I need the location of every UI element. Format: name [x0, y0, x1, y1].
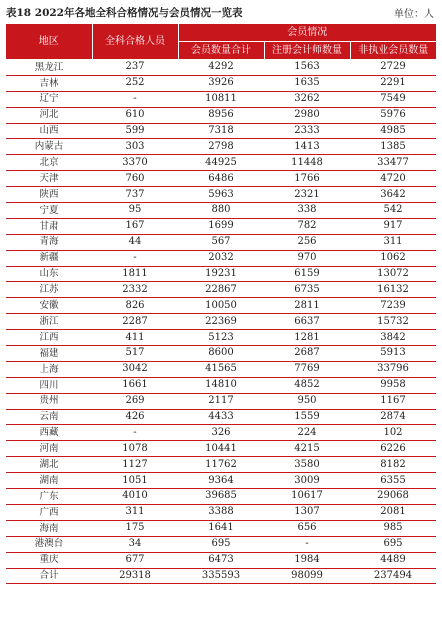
table-row [6, 520, 436, 536]
qualified-cell: 426 [92, 409, 178, 425]
total-row [6, 568, 436, 584]
qualified-cell: 252 [92, 75, 178, 91]
region-cell: 港澳台 [6, 536, 92, 552]
table-body [6, 60, 436, 584]
member-total-cell: 1641 [178, 520, 264, 536]
non-practicing-cell: 16132 [350, 282, 436, 298]
qualified-cell: 1661 [92, 377, 178, 393]
practicing-cell: 2687 [264, 346, 350, 362]
member-table [6, 24, 436, 584]
region-cell: 河北 [6, 107, 92, 123]
region-cell: 新疆 [6, 250, 92, 266]
non-practicing-cell: 4489 [350, 552, 436, 568]
practicing-cell: 656 [264, 520, 350, 536]
member-total-cell: 2117 [178, 393, 264, 409]
member-total-cell: 5963 [178, 187, 264, 203]
region-cell: 合计 [6, 568, 92, 584]
non-practicing-cell: 6226 [350, 441, 436, 457]
region-cell: 青海 [6, 234, 92, 250]
member-total-cell: 695 [178, 536, 264, 552]
member-total-cell: 4292 [178, 60, 264, 76]
region-cell: 海南 [6, 520, 92, 536]
member-total-cell: 22369 [178, 314, 264, 330]
table-title: 表18 2022年各地全科合格情况与会员情况一览表 [6, 7, 243, 19]
header-non-practicing: 非执业会员数量 [350, 42, 436, 60]
region-cell: 陕西 [6, 187, 92, 203]
non-practicing-cell: 1062 [350, 250, 436, 266]
non-practicing-cell: 1385 [350, 139, 436, 155]
region-cell: 吉林 [6, 75, 92, 91]
practicing-cell: - [264, 536, 350, 552]
qualified-cell: 303 [92, 139, 178, 155]
region-cell: 安徽 [6, 298, 92, 314]
region-cell: 山西 [6, 123, 92, 139]
region-cell: 湖北 [6, 457, 92, 473]
qualified-cell: 167 [92, 218, 178, 234]
practicing-cell: 1413 [264, 139, 350, 155]
region-cell: 福建 [6, 346, 92, 362]
region-cell: 天津 [6, 171, 92, 187]
qualified-cell: 1811 [92, 266, 178, 282]
practicing-cell: 224 [264, 425, 350, 441]
non-practicing-cell: 3842 [350, 330, 436, 346]
practicing-cell: 970 [264, 250, 350, 266]
member-total-cell: 335593 [178, 568, 264, 584]
header-member-total: 会员数量合计 [178, 42, 264, 60]
region-cell: 河南 [6, 441, 92, 457]
non-practicing-cell: 695 [350, 536, 436, 552]
qualified-cell: 175 [92, 520, 178, 536]
table-row [6, 504, 436, 520]
region-cell: 湖南 [6, 473, 92, 489]
region-cell: 浙江 [6, 314, 92, 330]
practicing-cell: 2811 [264, 298, 350, 314]
practicing-cell: 98099 [264, 568, 350, 584]
non-practicing-cell: 8182 [350, 457, 436, 473]
qualified-cell: 1051 [92, 473, 178, 489]
table-row [6, 536, 436, 552]
non-practicing-cell: 2081 [350, 504, 436, 520]
member-total-cell: 5123 [178, 330, 264, 346]
practicing-cell: 10617 [264, 489, 350, 505]
qualified-cell: - [92, 250, 178, 266]
non-practicing-cell: 3642 [350, 187, 436, 203]
qualified-cell: 311 [92, 504, 178, 520]
non-practicing-cell: 237494 [350, 568, 436, 584]
non-practicing-cell: 1167 [350, 393, 436, 409]
region-cell: 内蒙古 [6, 139, 92, 155]
table-row [6, 75, 436, 91]
qualified-cell: 737 [92, 187, 178, 203]
practicing-cell: 3009 [264, 473, 350, 489]
table-row [6, 139, 436, 155]
member-total-cell: 39685 [178, 489, 264, 505]
practicing-cell: 1559 [264, 409, 350, 425]
region-cell: 广东 [6, 489, 92, 505]
table-row [6, 298, 436, 314]
table-row [6, 330, 436, 346]
header-member-group: 会员情况 [178, 24, 436, 42]
qualified-cell: - [92, 425, 178, 441]
member-total-cell: 6486 [178, 171, 264, 187]
practicing-cell: 1281 [264, 330, 350, 346]
table-row [6, 203, 436, 219]
table-row [6, 409, 436, 425]
practicing-cell: 782 [264, 218, 350, 234]
non-practicing-cell: 13072 [350, 266, 436, 282]
qualified-cell: 95 [92, 203, 178, 219]
non-practicing-cell: 33796 [350, 361, 436, 377]
qualified-cell: 34 [92, 536, 178, 552]
non-practicing-cell: 5913 [350, 346, 436, 362]
qualified-cell: 826 [92, 298, 178, 314]
non-practicing-cell: 7239 [350, 298, 436, 314]
non-practicing-cell: 917 [350, 218, 436, 234]
practicing-cell: 1635 [264, 75, 350, 91]
qualified-cell: 3370 [92, 155, 178, 171]
region-cell: 山东 [6, 266, 92, 282]
non-practicing-cell: 2291 [350, 75, 436, 91]
member-total-cell: 1699 [178, 218, 264, 234]
non-practicing-cell: 4985 [350, 123, 436, 139]
qualified-cell: 610 [92, 107, 178, 123]
table-row [6, 123, 436, 139]
practicing-cell: 6735 [264, 282, 350, 298]
header-practicing: 注册会计师数量 [264, 42, 350, 60]
non-practicing-cell: 15732 [350, 314, 436, 330]
qualified-cell: 29318 [92, 568, 178, 584]
qualified-cell: 4010 [92, 489, 178, 505]
non-practicing-cell: 2729 [350, 60, 436, 76]
practicing-cell: 2980 [264, 107, 350, 123]
table-row [6, 171, 436, 187]
table-row [6, 266, 436, 282]
table-row [6, 155, 436, 171]
member-total-cell: 3388 [178, 504, 264, 520]
table-row [6, 377, 436, 393]
non-practicing-cell: 2874 [350, 409, 436, 425]
table-row [6, 60, 436, 76]
unit-label: 单位：人 [394, 9, 434, 20]
member-total-cell: 9364 [178, 473, 264, 489]
qualified-cell: 2287 [92, 314, 178, 330]
member-total-cell: 7318 [178, 123, 264, 139]
practicing-cell: 256 [264, 234, 350, 250]
table-row [6, 552, 436, 568]
qualified-cell: 1127 [92, 457, 178, 473]
region-cell: 宁夏 [6, 203, 92, 219]
practicing-cell: 338 [264, 203, 350, 219]
practicing-cell: 6637 [264, 314, 350, 330]
member-total-cell: 6473 [178, 552, 264, 568]
qualified-cell: 3042 [92, 361, 178, 377]
region-cell: 北京 [6, 155, 92, 171]
non-practicing-cell: 33477 [350, 155, 436, 171]
member-total-cell: 567 [178, 234, 264, 250]
region-cell: 贵州 [6, 393, 92, 409]
member-total-cell: 10050 [178, 298, 264, 314]
member-total-cell: 2032 [178, 250, 264, 266]
region-cell: 黑龙江 [6, 60, 92, 76]
member-total-cell: 22867 [178, 282, 264, 298]
qualified-cell: 1078 [92, 441, 178, 457]
region-cell: 云南 [6, 409, 92, 425]
table-row [6, 425, 436, 441]
header-qualified: 全科合格人员 [92, 24, 178, 60]
non-practicing-cell: 29068 [350, 489, 436, 505]
non-practicing-cell: 985 [350, 520, 436, 536]
table-row [6, 473, 436, 489]
practicing-cell: 2321 [264, 187, 350, 203]
table-row [6, 346, 436, 362]
region-cell: 甘肃 [6, 218, 92, 234]
non-practicing-cell: 7549 [350, 91, 436, 107]
qualified-cell: 2332 [92, 282, 178, 298]
non-practicing-cell: 311 [350, 234, 436, 250]
member-total-cell: 880 [178, 203, 264, 219]
non-practicing-cell: 5976 [350, 107, 436, 123]
practicing-cell: 4852 [264, 377, 350, 393]
practicing-cell: 3262 [264, 91, 350, 107]
qualified-cell: 269 [92, 393, 178, 409]
qualified-cell: 599 [92, 123, 178, 139]
non-practicing-cell: 102 [350, 425, 436, 441]
practicing-cell: 6159 [264, 266, 350, 282]
member-total-cell: 44925 [178, 155, 264, 171]
qualified-cell: 237 [92, 60, 178, 76]
practicing-cell: 1984 [264, 552, 350, 568]
member-total-cell: 2798 [178, 139, 264, 155]
practicing-cell: 1307 [264, 504, 350, 520]
table-row [6, 441, 436, 457]
member-total-cell: 8956 [178, 107, 264, 123]
table-row [6, 250, 436, 266]
table-row [6, 107, 436, 123]
non-practicing-cell: 4720 [350, 171, 436, 187]
member-total-cell: 4433 [178, 409, 264, 425]
member-total-cell: 19231 [178, 266, 264, 282]
qualified-cell: 760 [92, 171, 178, 187]
qualified-cell: 677 [92, 552, 178, 568]
member-total-cell: 11762 [178, 457, 264, 473]
qualified-cell: 411 [92, 330, 178, 346]
region-cell: 广西 [6, 504, 92, 520]
table-row [6, 282, 436, 298]
table-row [6, 314, 436, 330]
header-region: 地区 [6, 24, 92, 60]
member-total-cell: 3926 [178, 75, 264, 91]
region-cell: 江西 [6, 330, 92, 346]
table-row [6, 234, 436, 250]
non-practicing-cell: 9958 [350, 377, 436, 393]
non-practicing-cell: 542 [350, 203, 436, 219]
region-cell: 上海 [6, 361, 92, 377]
member-total-cell: 326 [178, 425, 264, 441]
practicing-cell: 4215 [264, 441, 350, 457]
table-row [6, 457, 436, 473]
non-practicing-cell: 6355 [350, 473, 436, 489]
table-header [6, 24, 436, 60]
member-total-cell: 10811 [178, 91, 264, 107]
practicing-cell: 3580 [264, 457, 350, 473]
practicing-cell: 1766 [264, 171, 350, 187]
member-total-cell: 8600 [178, 346, 264, 362]
region-cell: 四川 [6, 377, 92, 393]
practicing-cell: 1563 [264, 60, 350, 76]
member-total-cell: 41565 [178, 361, 264, 377]
table-row [6, 393, 436, 409]
region-cell: 西藏 [6, 425, 92, 441]
practicing-cell: 950 [264, 393, 350, 409]
practicing-cell: 7769 [264, 361, 350, 377]
qualified-cell: - [92, 91, 178, 107]
table-caption [6, 4, 436, 22]
table-row [6, 187, 436, 203]
region-cell: 辽宁 [6, 91, 92, 107]
region-cell: 重庆 [6, 552, 92, 568]
table-row [6, 91, 436, 107]
member-total-cell: 10441 [178, 441, 264, 457]
qualified-cell: 44 [92, 234, 178, 250]
table-row [6, 361, 436, 377]
practicing-cell: 2333 [264, 123, 350, 139]
qualified-cell: 517 [92, 346, 178, 362]
practicing-cell: 11448 [264, 155, 350, 171]
region-cell: 江苏 [6, 282, 92, 298]
table-row [6, 489, 436, 505]
member-total-cell: 14810 [178, 377, 264, 393]
table-row [6, 218, 436, 234]
